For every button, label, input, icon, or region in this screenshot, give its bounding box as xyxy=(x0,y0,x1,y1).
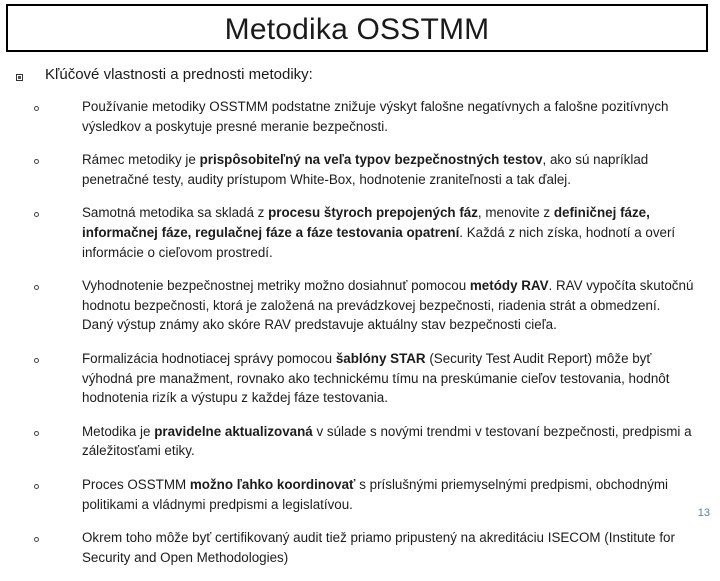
list-item xyxy=(34,97,694,136)
bullet-list xyxy=(34,97,694,581)
list-item xyxy=(34,276,694,335)
list-item xyxy=(34,349,694,408)
text-run: . Každá z nich získa, hodnotí a overí informácie o cieľovom prostredí. xyxy=(82,224,676,260)
main-bullet xyxy=(14,66,694,83)
list-item xyxy=(34,422,694,461)
list-item xyxy=(34,475,694,514)
list-item-text xyxy=(82,276,694,335)
section-heading: Kľúčové vlastnosti a prednosti metodiky: xyxy=(45,66,313,83)
text-run: Používanie metodiky OSSTMM podstatne znižuje výskyt falošne negatívnych a falošne pozitívnych výsledkov a poskytuje presné meranie bezpečnosti. xyxy=(82,99,669,134)
circle-bullet-icon xyxy=(34,106,39,111)
bold-phrase: procesu štyroch prepojených fáz xyxy=(268,205,478,221)
text-run: Proces OSSTMM xyxy=(82,476,190,492)
bold-phrase: metódy RAV xyxy=(469,278,549,294)
list-item-text xyxy=(82,422,694,461)
list-item-text xyxy=(82,150,694,189)
text-run: , ako sú napríklad penetračné testy, audity prístupom White-Box, hodnotenie zraniteľnosti a tak ďalej. xyxy=(82,152,649,187)
text-run: Okrem toho môže byť certifikovaný audit tiež priamo pripustený na akreditáciu ISECOM (Institute for Security and Open Methodologies) xyxy=(82,530,675,565)
list-item-text xyxy=(82,528,694,567)
text-run: , menovite z xyxy=(477,205,554,221)
circle-bullet-icon xyxy=(34,431,39,436)
bold-phrase: prispôsobiteľný na veľa typov bezpečnostných testov xyxy=(199,152,543,168)
list-item-text xyxy=(82,349,694,408)
text-run: Rámec metodiky je xyxy=(82,152,200,168)
circle-bullet-icon xyxy=(34,358,39,363)
square-bullet-icon xyxy=(16,74,23,81)
text-run: (Security Test Audit Report) môže byť výhodná pre manažment, rovnako ako technickému tímu na preskúmanie cieľov testovania, hodnôt hodnotenia rizík a výstupu z každej fáze testovania. xyxy=(82,350,670,406)
text-run: Samotná metodika sa skladá z xyxy=(82,205,269,221)
slide-title: Metodika OSSTMM xyxy=(224,13,490,46)
list-item-text xyxy=(82,97,694,136)
circle-bullet-icon xyxy=(34,285,39,290)
text-run: Metodika je xyxy=(82,423,155,439)
bold-phrase: šablóny STAR xyxy=(335,350,426,366)
text-run: v súlade s novými trendmi v testovaní bezpečnosti, predpismi a záležitosťami etiky. xyxy=(82,423,692,459)
bold-phrase: možno ľahko koordinovať xyxy=(189,476,356,492)
list-item-text xyxy=(82,475,694,514)
title-frame xyxy=(6,4,708,52)
circle-bullet-icon xyxy=(34,484,39,489)
list-item xyxy=(34,150,694,189)
text-run: . RAV vypočíta skutočnú hodnotu bezpečnosti, ktorá je založená na prevádzkovej bezpečnosti, riadenia strát a obmedzení. Daný výstup známy ako skóre RAV predstavuje aktuálny stav bezpečnosti cieľa. xyxy=(82,278,694,333)
page-number: 13 xyxy=(697,507,710,519)
list-item xyxy=(34,528,694,567)
circle-bullet-icon xyxy=(34,159,39,164)
list-item xyxy=(34,203,694,262)
text-run: Vyhodnotenie bezpečnostnej metriky možno dosiahnuť pomocou xyxy=(82,278,470,294)
circle-bullet-icon xyxy=(34,212,39,217)
text-run: Formalizácia hodnotiacej správy pomocou xyxy=(82,350,336,366)
bold-phrase: pravidelne aktualizovaná xyxy=(154,423,313,439)
bold-phrase: definičnej fáze, informačnej fáze, regulačnej fáze a fáze testovania opatrení xyxy=(82,205,650,240)
list-item-text xyxy=(82,203,694,262)
text-run: s príslušnými priemyselnými predpismi, obchodnými politikami a vládnymi predpismi a legislatívou. xyxy=(82,476,669,512)
